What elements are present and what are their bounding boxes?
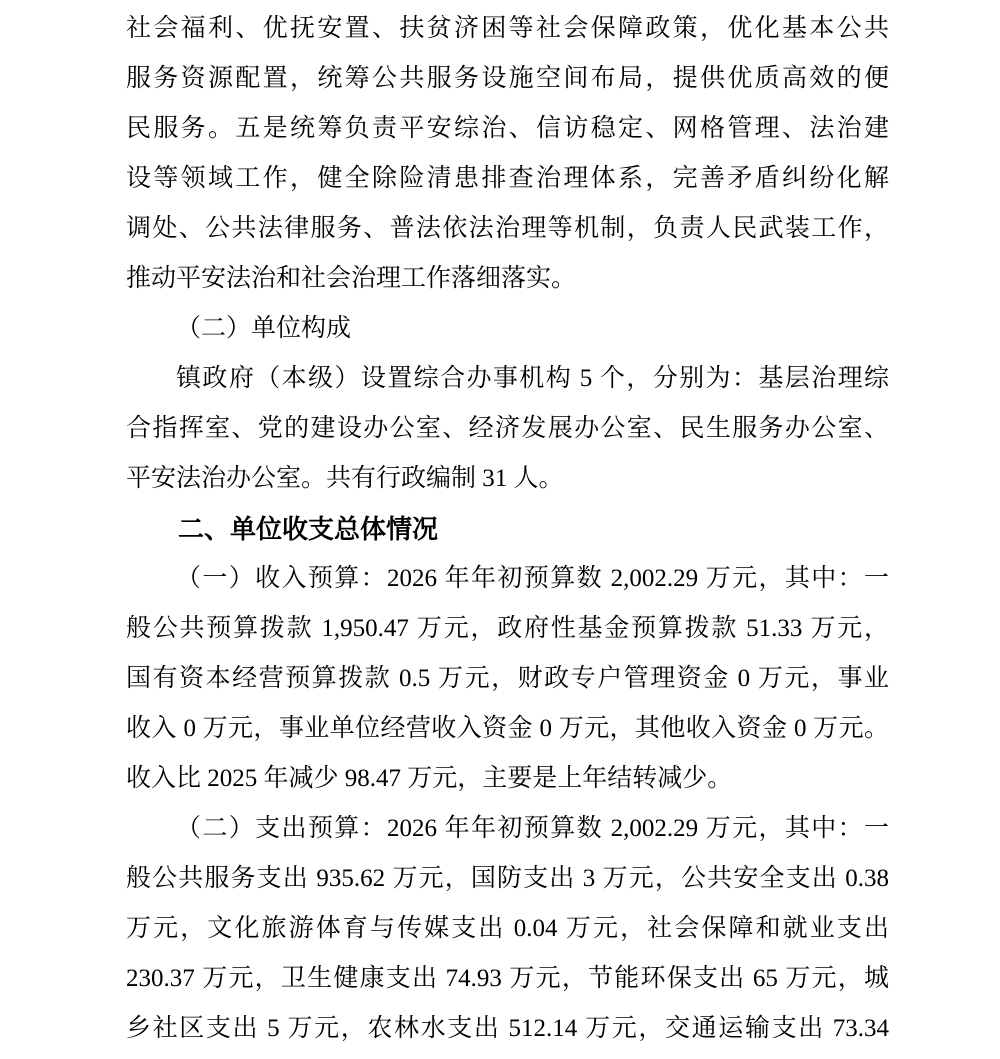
paragraph-line: 调处、公共法律服务、普法依法治理等机制，负责人民武装工作， [126, 215, 889, 242]
paragraph-line: 平安法治办公室。共有行政编制 31 人。 [126, 465, 564, 492]
paragraph-line: 镇政府（本级）设置综合办事机构 5 个，分别为：基层治理综 [176, 365, 889, 392]
paragraph-line: 乡社区支出 5 万元，农林水支出 512.14 万元，交通运输支出 73.34 [126, 1015, 889, 1042]
paragraph-line: 社会福利、优抚安置、扶贫济困等社会保障政策，优化基本公共 [126, 15, 889, 42]
paragraph-line: 般公共服务支出 935.62 万元，国防支出 3 万元，公共安全支出 0.38 [126, 865, 889, 892]
section-heading: 二、单位收支总体情况 [178, 514, 439, 544]
paragraph-line: （一）收入预算：2026 年年初预算数 2,002.29 万元，其中：一 [176, 565, 889, 592]
paragraph-line: 万元，文化旅游体育与传媒支出 0.04 万元，社会保障和就业支出 [126, 915, 889, 942]
paragraph-line: 收入比 2025 年减少 98.47 万元，主要是上年结转减少。 [126, 765, 733, 792]
paragraph-line: 设等领域工作，健全除险清患排查治理体系，完善矛盾纠纷化解 [126, 165, 889, 192]
paragraph-line: 推动平安法治和社会治理工作落细落实。 [126, 265, 577, 292]
paragraph-line: 服务资源配置，统筹公共服务设施空间布局，提供优质高效的便 [126, 65, 889, 92]
document-text-block [126, 4, 889, 1054]
paragraph-line: 国有资本经营预算拨款 0.5 万元，财政专户管理资金 0 万元，事业 [126, 665, 889, 692]
subsection-heading: （二）单位构成 [176, 315, 352, 342]
paragraph-line: （二）支出预算：2026 年年初预算数 2,002.29 万元，其中：一 [176, 815, 889, 842]
paragraph-line: 收入 0 万元，事业单位经营收入资金 0 万元，其他收入资金 0 万元。 [126, 715, 889, 742]
paragraph-line: 般公共预算拨款 1,950.47 万元，政府性基金预算拨款 51.33 万元， [126, 615, 889, 642]
paragraph-line: 230.37 万元，卫生健康支出 74.93 万元，节能环保支出 65 万元，城 [126, 965, 889, 992]
paragraph-line: 民服务。五是统筹负责平安综治、信访稳定、网格管理、法治建 [126, 115, 889, 142]
paragraph-line: 合指挥室、党的建设办公室、经济发展办公室、民生服务办公室、 [126, 415, 889, 442]
